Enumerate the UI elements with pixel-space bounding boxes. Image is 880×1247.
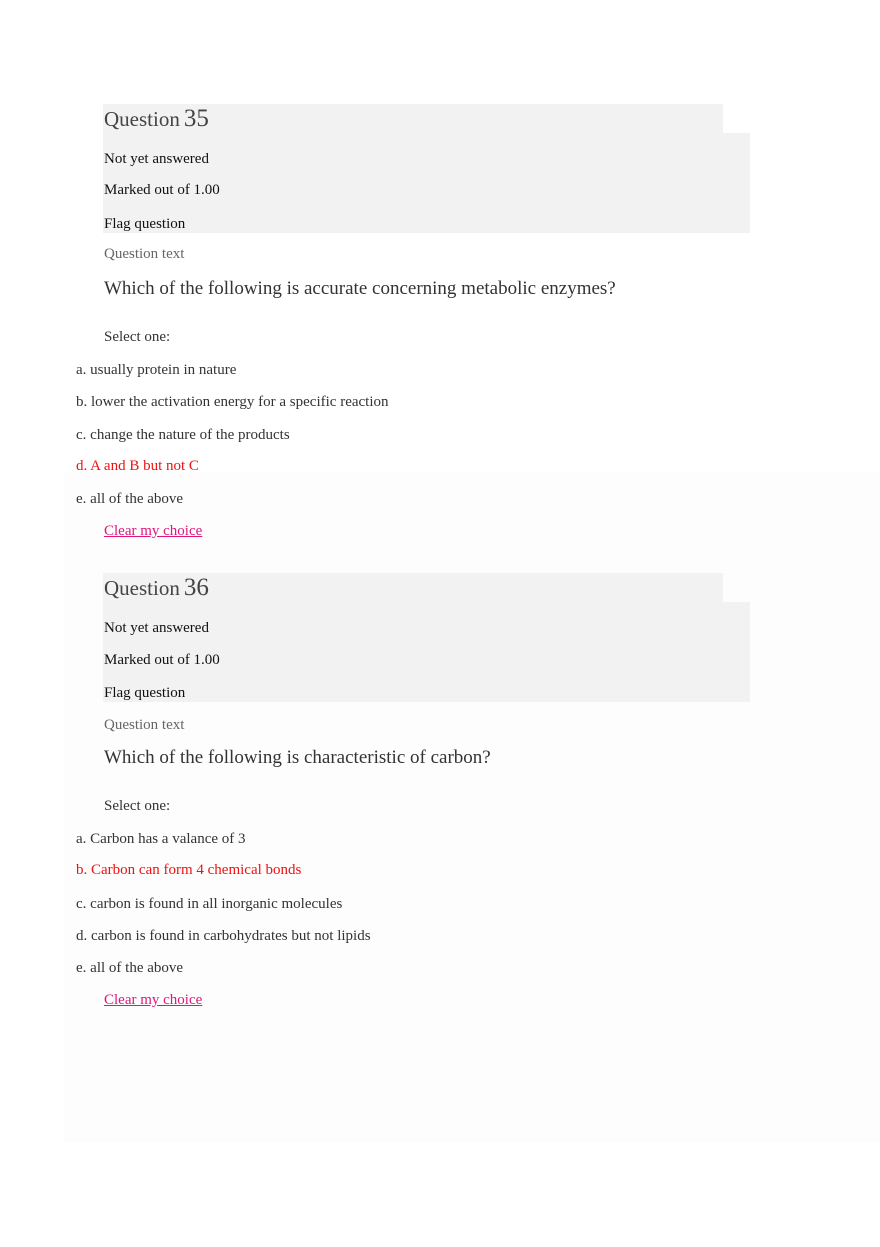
question-title xyxy=(104,104,209,134)
answer-option-a[interactable]: a. Carbon has a valance of 3 xyxy=(76,831,246,847)
answer-option-b-selected[interactable]: b. Carbon can form 4 chemical bonds xyxy=(76,862,302,878)
select-one-prompt: Select one: xyxy=(104,329,171,345)
question-status: Not yet answered xyxy=(104,620,209,636)
answer-option-d-selected[interactable]: d. A and B but not C xyxy=(76,458,199,474)
answer-option-e[interactable]: e. all of the above xyxy=(76,960,184,976)
question-text: Which of the following is accurate concerning metabolic enzymes? xyxy=(104,278,616,299)
clear-choice-link[interactable]: Clear my choice xyxy=(104,992,203,1008)
question-status: Not yet answered xyxy=(104,151,209,167)
answer-option-c[interactable]: c. change the nature of the products xyxy=(76,427,290,443)
answer-option-e[interactable]: e. all of the above xyxy=(76,491,184,507)
flag-question-link[interactable]: Flag question xyxy=(104,216,186,232)
question-number: 35 xyxy=(183,105,209,132)
question-number: 36 xyxy=(183,574,209,601)
answer-option-b[interactable]: b. lower the activation energy for a specific reaction xyxy=(76,394,389,410)
flag-question-link[interactable]: Flag question xyxy=(104,685,186,701)
answer-option-c[interactable]: c. carbon is found in all inorganic molecules xyxy=(76,896,343,912)
question-title xyxy=(104,573,209,603)
question-label: Question xyxy=(104,576,180,600)
answer-option-a[interactable]: a. usually protein in nature xyxy=(76,362,237,378)
question-text-label: Question text xyxy=(104,717,185,733)
question-text-label: Question text xyxy=(104,246,185,262)
clear-choice-link[interactable]: Clear my choice xyxy=(104,523,203,539)
question-marks: Marked out of 1.00 xyxy=(104,652,220,668)
question-marks: Marked out of 1.00 xyxy=(104,182,220,198)
answer-option-d[interactable]: d. carbon is found in carbohydrates but not lipids xyxy=(76,928,371,944)
question-label: Question xyxy=(104,107,180,131)
select-one-prompt: Select one: xyxy=(104,798,171,814)
question-text: Which of the following is characteristic of carbon? xyxy=(104,747,491,768)
